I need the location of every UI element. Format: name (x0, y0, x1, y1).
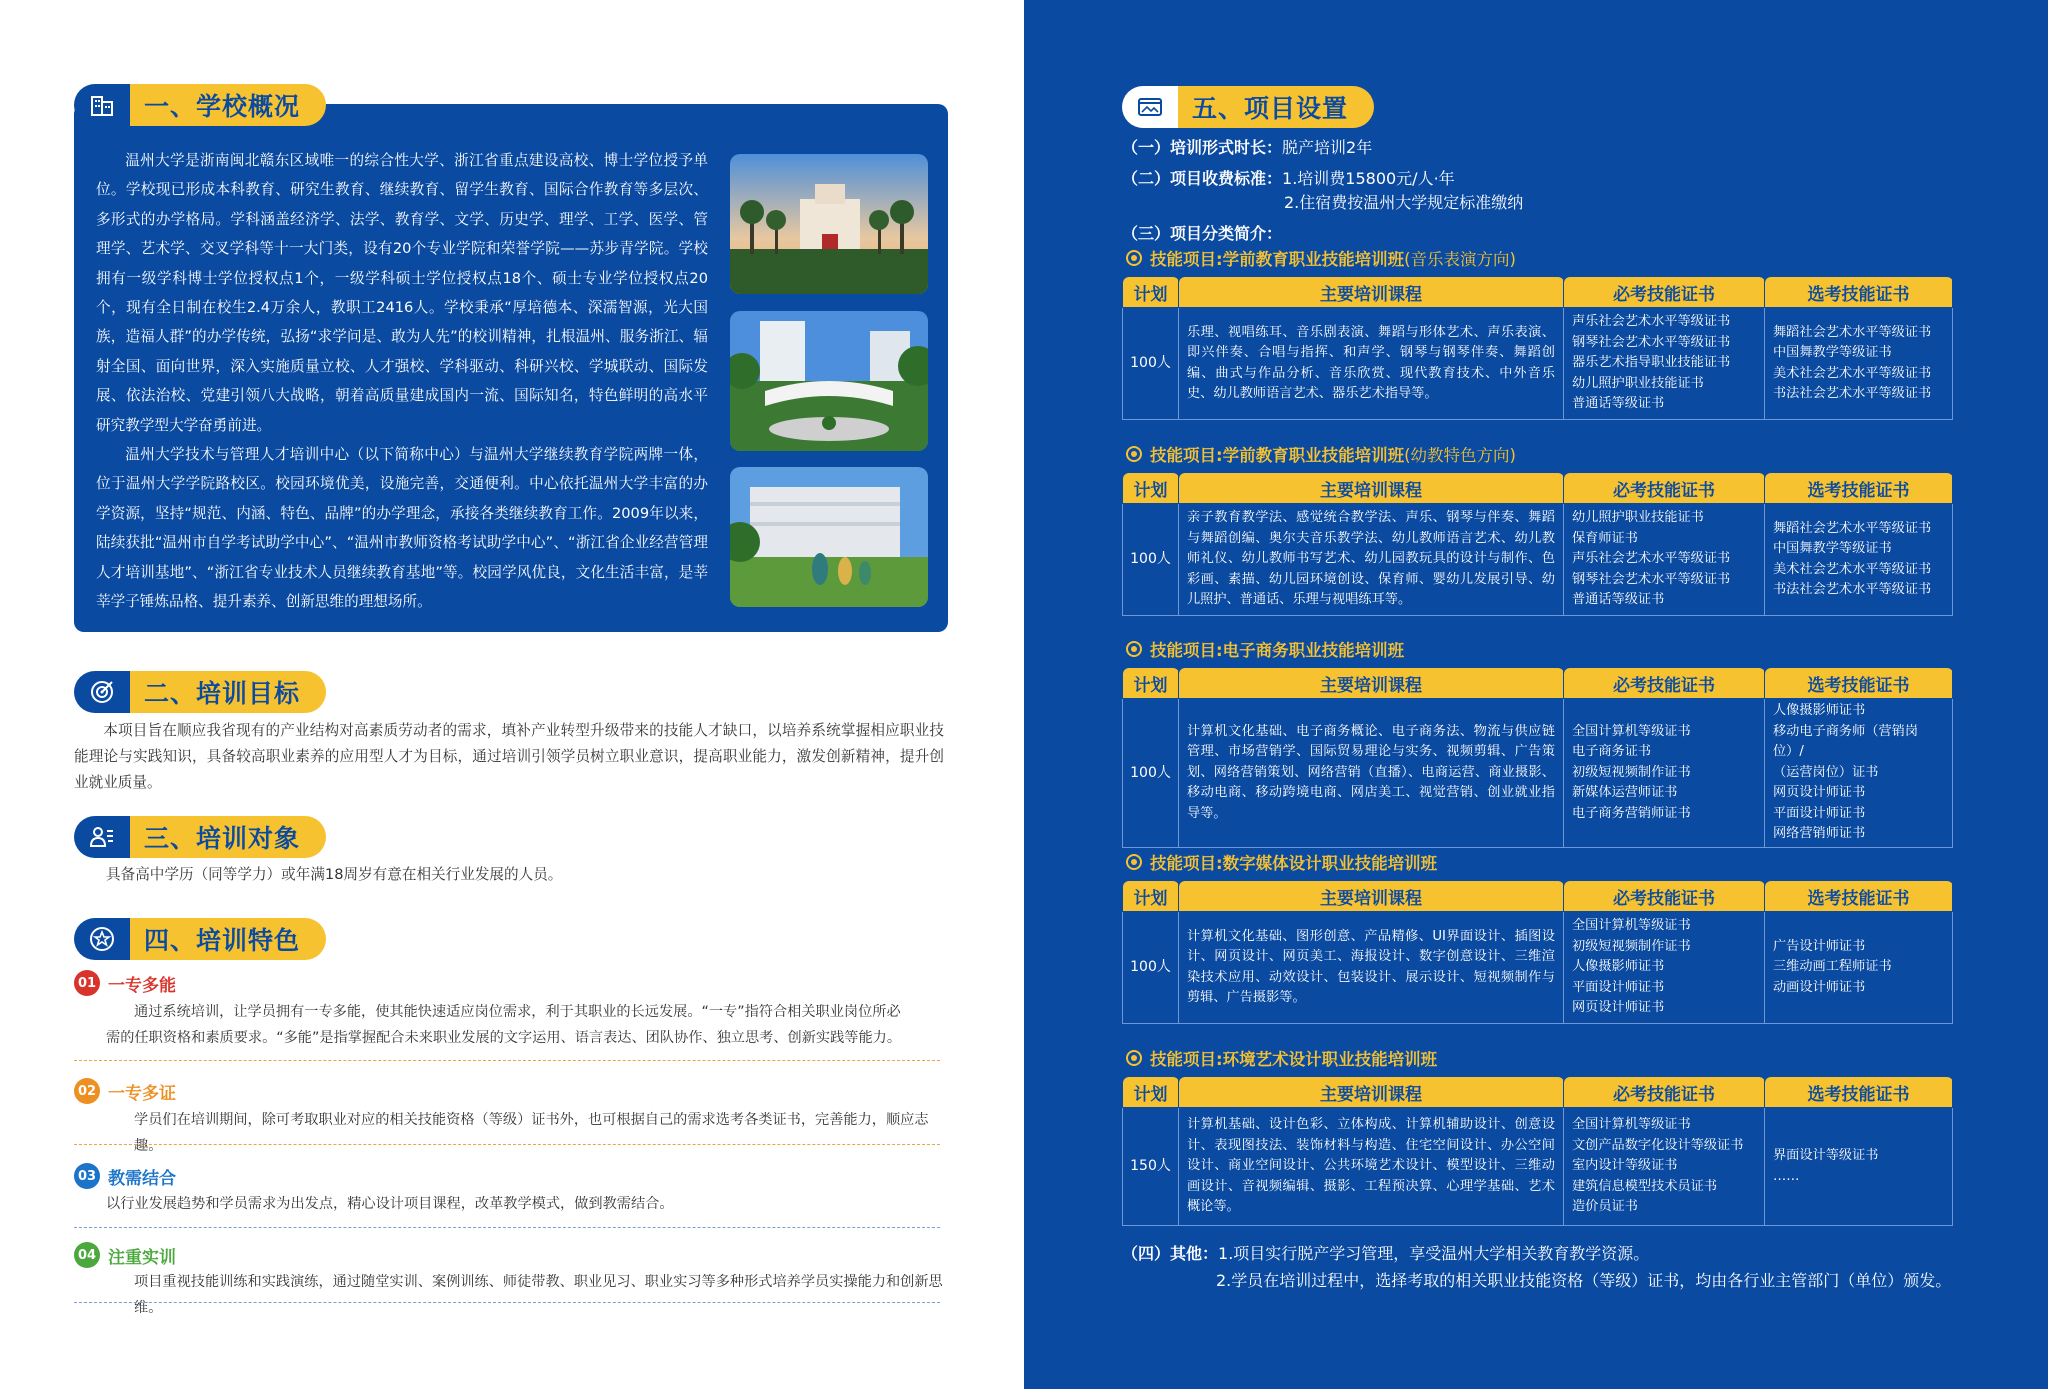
project-title-2 (1126, 442, 1516, 466)
school-overview-title: 一、学校概况 (130, 84, 326, 126)
radio-dot-icon (1126, 1050, 1142, 1066)
course-cell: 亲子教育教学法、感觉统合教学法、声乐、钢琴与伴奏、舞蹈与舞蹈创编、奥尔夫音乐教学法、幼儿教师语言艺术、幼儿教师礼仪、幼儿教师书写艺术、幼儿园教玩具的设计与制作、色彩画、素描、幼儿园环境创设、保育师、婴幼儿发展引导、幼儿照护、普通话、乐理与视唱练耳等。 (1179, 504, 1564, 616)
project-name: 技能项目:学前教育职业技能培训班 (1150, 250, 1405, 269)
plan-cell: 100人 (1123, 504, 1179, 616)
divider-3 (74, 1227, 940, 1228)
project-table-3 (1122, 667, 1953, 848)
course-header: 主要培训课程 (1179, 668, 1564, 699)
feature-number-3: 03 (74, 1163, 100, 1189)
course-header: 主要培训课程 (1179, 277, 1564, 308)
project-title-5 (1126, 1046, 1437, 1070)
table-header-row (1123, 881, 1953, 912)
training-target-header (74, 816, 326, 858)
table-row (1123, 912, 1953, 1024)
required-cert-cell: 全国计算机等级证书 电子商务证书 初级短视频制作证书 新媒体运营师证书 电子商务营销师证书 (1564, 699, 1765, 848)
radio-dot-icon (1126, 250, 1142, 266)
required-cert-header: 必考技能证书 (1564, 668, 1765, 699)
training-goal-header (74, 671, 326, 713)
project-title-4 (1126, 850, 1437, 874)
feature-title-2: 一专多证 (108, 1083, 176, 1104)
fee-label: （二）项目收费标准： (1122, 169, 1283, 188)
project-direction: (幼教特色方向) (1404, 446, 1516, 465)
feature-text-4: 项目重视技能训练和实践演练，通过随堂实训、案例训练、师徒带教、职业见习、职业实习等多种形式培养学员实操能力和创新思维。 (134, 1274, 943, 1316)
optional-cert-header: 选考技能证书 (1765, 473, 1953, 504)
table-row (1123, 504, 1953, 616)
required-cert-header: 必考技能证书 (1564, 881, 1765, 912)
divider-2 (74, 1144, 940, 1145)
course-cell: 乐理、视唱练耳、音乐剧表演、舞蹈与形体艺术、声乐表演、即兴伴奏、合唱与指挥、和声学、钢琴与钢琴伴奏、舞蹈创编、曲式与作品分析、音乐欣赏、现代教育技术、中外音乐史、幼儿教师语言艺术、器乐艺术指导等。 (1179, 308, 1564, 420)
feature-item-4 (74, 1242, 176, 1268)
feature-text-1a: 通过系统培训，让学员拥有一专多能，使其能快速适应岗位需求，利于其职业的长远发展。“一专”指符合相关职业岗位所必 (134, 1004, 901, 1020)
project-name: 技能项目:电子商务职业技能培训班 (1150, 641, 1405, 660)
people-icon (74, 816, 130, 858)
table-header-row (1123, 1077, 1953, 1108)
optional-cert-cell: 广告设计师证书 三维动画工程师证书 动画设计师证书 (1765, 912, 1953, 1024)
feature-item-2 (74, 1078, 176, 1104)
required-cert-cell: 全国计算机等级证书 初级短视频制作证书 人像摄影师证书 平面设计师证书 网页设计师证书 (1564, 912, 1765, 1024)
project-title-1 (1126, 246, 1516, 270)
feature-number-1: 01 (74, 970, 100, 996)
school-paragraph-2: 温州大学技术与管理人才培训中心（以下简称中心）与温州大学继续教育学院两牌一体，位于温州大学学院路校区。校园环境优美，设施完善，交通便利。中心依托温州大学丰富的办学资源，坚持“规范、内涵、特色、品牌”的办学理念，承接各类继续教育工作。2009年以来，陆续获批“温州市自学考试助学中心”、“温州市教师资格考试助学中心”、“浙江省企业经营管理人才培训基地”、“浙江省专业技术人员继续教育基地”等。校园学风优良，文化生活丰富，是莘莘学子锤炼品格、提升素养、创新思维的理想场所。 (96, 446, 708, 611)
optional-cert-cell: 舞蹈社会艺术水平等级证书 中国舞教学等级证书 美术社会艺术水平等级证书 书法社会艺术水平等级证书 (1765, 504, 1953, 616)
feature-text-1b: 需的任职资格和素质要求。“多能”是指掌握配合未来职业发展的文字运用、语言表达、团队协作、独立思考、创新实践等能力。 (106, 1030, 902, 1046)
optional-cert-header: 选考技能证书 (1765, 277, 1953, 308)
feature-item-3 (74, 1163, 176, 1189)
optional-cert-cell: 人像摄影师证书 移动电子商务师（营销岗位）/ （运营岗位）证书 网页设计师证书 平面设计师证书 网络营销师证书 (1765, 699, 1953, 848)
required-cert-header: 必考技能证书 (1564, 1077, 1765, 1108)
project-name: 技能项目:学前教育职业技能培训班 (1150, 446, 1405, 465)
course-header: 主要培训课程 (1179, 1077, 1564, 1108)
training-form-line (1122, 136, 1372, 160)
course-header: 主要培训课程 (1179, 473, 1564, 504)
course-cell: 计算机基础、设计色彩、立体构成、计算机辅助设计、创意设计、表现图技法、装饰材料与构造、住宅空间设计、办公空间设计、商业空间设计、公共环境艺术设计、模型设计、三维动画设计、音视频编辑、摄影、工程预决算、心理学基础、艺术概论等。 (1179, 1108, 1564, 1226)
project-table-5 (1122, 1076, 1953, 1226)
feature-text-2: 学员们在培训期间，除可考取职业对应的相关技能资格（等级）证书外，也可根据自己的需求选考各类证书，完善能力，顺应志趣。 (134, 1112, 929, 1154)
fee-item-2: 2.住宿费按温州大学规定标准缴纳 (1284, 193, 1524, 212)
other-label: （四）其他： (1122, 1244, 1219, 1263)
plan-header: 计划 (1123, 1077, 1179, 1108)
feature-item-1 (74, 970, 176, 996)
project-table-2 (1122, 472, 1953, 616)
table-row (1123, 308, 1953, 420)
radio-dot-icon (1126, 446, 1142, 462)
plan-cell: 100人 (1123, 308, 1179, 420)
training-target-text: 具备高中学历（同等学力）或年满18周岁有意在相关行业发展的人员。 (106, 866, 563, 883)
course-header: 主要培训课程 (1179, 881, 1564, 912)
plan-cell: 150人 (1123, 1108, 1179, 1226)
optional-cert-cell: 舞蹈社会艺术水平等级证书 中国舞教学等级证书 美术社会艺术水平等级证书 书法社会艺术水平等级证书 (1765, 308, 1953, 420)
table-header-row (1123, 277, 1953, 308)
feature-title-3: 教需结合 (108, 1168, 176, 1189)
school-overview-text (96, 146, 708, 617)
school-paragraph-1: 温州大学是浙南闽北赣东区域唯一的综合性大学、浙江省重点建设高校、博士学位授予单位。学校现已形成本科教育、研究生教育、继续教育、留学生教育、国际合作教育等多层次、多形式的办学格局。学科涵盖经济学、法学、教育学、文学、历史学、理学、工学、医学、管理学、艺术学、交叉学科等十一大门类，设有20个专业学院和荣誉学院——苏步青学院。学校拥有一级学科博士学位授权点1个，一级学科硕士学位授权点18个、硕士专业学位授权点20个，现有全日制在校生2.4万余人，教职工2416人。学校秉承“厚培德本、深濡智源，光大国族，造福人群”的办学传统，弘扬“求学问是、敢为人先”的校训精神，扎根温州、服务浙江、辐射全国、面向世界，深入实施质量立校、人才强校、学科驱动、科研兴校、学城联动、国际发展、依法治校、党建引领八大战略，朝着高质量建成国内一流、国际知名，特色鲜明的高水平研究教学型大学奋勇前进。 (96, 152, 708, 434)
plan-header: 计划 (1123, 881, 1179, 912)
training-form-label: （一）培训形式时长： (1122, 138, 1283, 157)
school-overview-header (74, 84, 326, 126)
campus-photo-1 (730, 154, 928, 294)
required-cert-cell: 全国计算机等级证书 文创产品数字化设计等级证书 室内设计等级证书 建筑信息模型技术员证书 造价员证书 (1564, 1108, 1765, 1226)
optional-cert-header: 选考技能证书 (1765, 668, 1953, 699)
table-row (1123, 1108, 1953, 1226)
project-setup-title: 五、项目设置 (1178, 86, 1374, 128)
feature-title-1: 一专多能 (108, 975, 176, 996)
project-table-4 (1122, 880, 1953, 1024)
training-features-title: 四、培训特色 (130, 918, 326, 960)
radio-dot-icon (1126, 854, 1142, 870)
project-title-3 (1126, 637, 1404, 661)
training-features-header (74, 918, 326, 960)
plan-cell: 100人 (1123, 912, 1179, 1024)
divider-4 (74, 1302, 940, 1303)
star-badge-icon (74, 918, 130, 960)
optional-cert-header: 选考技能证书 (1765, 881, 1953, 912)
project-direction: (音乐表演方向) (1404, 250, 1516, 269)
required-cert-header: 必考技能证书 (1564, 473, 1765, 504)
image-card-icon (1122, 86, 1178, 128)
plan-header: 计划 (1123, 668, 1179, 699)
target-icon (74, 671, 130, 713)
plan-header: 计划 (1123, 473, 1179, 504)
other-item-1: 1.项目实行脱产学习管理，享受温州大学相关教育教学资源。 (1218, 1244, 1650, 1263)
table-header-row (1123, 473, 1953, 504)
optional-cert-cell: 界面设计等级证书 …… (1765, 1108, 1953, 1226)
training-goal-title: 二、培训目标 (130, 671, 326, 713)
training-form-value: 脱产培训2年 (1282, 138, 1373, 157)
plan-cell: 100人 (1123, 699, 1179, 848)
required-cert-cell: 声乐社会艺术水平等级证书 钢琴社会艺术水平等级证书 器乐艺术指导职业技能证书 幼儿照护职业技能证书 普通话等级证书 (1564, 308, 1765, 420)
optional-cert-header: 选考技能证书 (1765, 1077, 1953, 1108)
other-line-1 (1122, 1242, 1649, 1266)
course-cell: 计算机文化基础、电子商务概论、电子商务法、物流与供应链管理、市场营销学、国际贸易理论与实务、视频剪辑、广告策划、网络营销策划、网络营销（直播）、电商运营、商业摄影、移动电商、移动跨境电商、网店美工、视觉营销、创业就业指导等。 (1179, 699, 1564, 848)
radio-dot-icon (1126, 641, 1142, 657)
feature-text-3: 以行业发展趋势和学员需求为出发点，精心设计项目课程，改革教学模式，做到教需结合。 (106, 1196, 674, 1212)
training-target-title: 三、培训对象 (130, 816, 326, 858)
other-item-2: 2.学员在培训过程中，选择考取的相关职业技能资格（等级）证书，均由各行业主管部门（单位）颁发。 (1216, 1271, 1952, 1290)
plan-header: 计划 (1123, 277, 1179, 308)
fee-item-1: 1.培训费15800元/人·年 (1282, 169, 1455, 188)
training-goal-text: 本项目旨在顺应我省现有的产业结构对高素质劳动者的需求，填补产业转型升级带来的技能人才缺口，以培养系统掌握相应职业技能理论与实践知识，具备较高职业素养的应用型人才为目标，通过培训引领学员树立职业意识，提高职业能力，激发创新精神，提升创业就业质量。 (74, 722, 944, 791)
required-cert-cell: 幼儿照护职业技能证书 保育师证书 声乐社会艺术水平等级证书 钢琴社会艺术水平等级证书 普通话等级证书 (1564, 504, 1765, 616)
category-label (1122, 222, 1282, 246)
campus-photo-3 (730, 467, 928, 607)
table-row (1123, 699, 1953, 848)
project-table-1 (1122, 276, 1953, 420)
campus-photo-2 (730, 311, 928, 451)
category-label-text: （三）项目分类简介： (1122, 224, 1283, 243)
project-name: 技能项目:数字媒体设计职业技能培训班 (1150, 854, 1438, 873)
feature-number-4: 04 (74, 1242, 100, 1268)
building-icon (74, 84, 130, 126)
course-cell: 计算机文化基础、图形创意、产品精修、UI界面设计、插图设计、网页设计、网页美工、海报设计、数字创意设计、三维渲染技术应用、动效设计、包装设计、展示设计、短视频制作与剪辑、广告摄影等。 (1179, 912, 1564, 1024)
feature-number-2: 02 (74, 1078, 100, 1104)
required-cert-header: 必考技能证书 (1564, 277, 1765, 308)
divider-1 (74, 1060, 940, 1061)
project-setup-header (1122, 86, 1374, 128)
feature-title-4: 注重实训 (108, 1247, 176, 1268)
table-header-row (1123, 668, 1953, 699)
fee-line (1122, 167, 1455, 191)
project-name: 技能项目:环境艺术设计职业技能培训班 (1150, 1050, 1438, 1069)
